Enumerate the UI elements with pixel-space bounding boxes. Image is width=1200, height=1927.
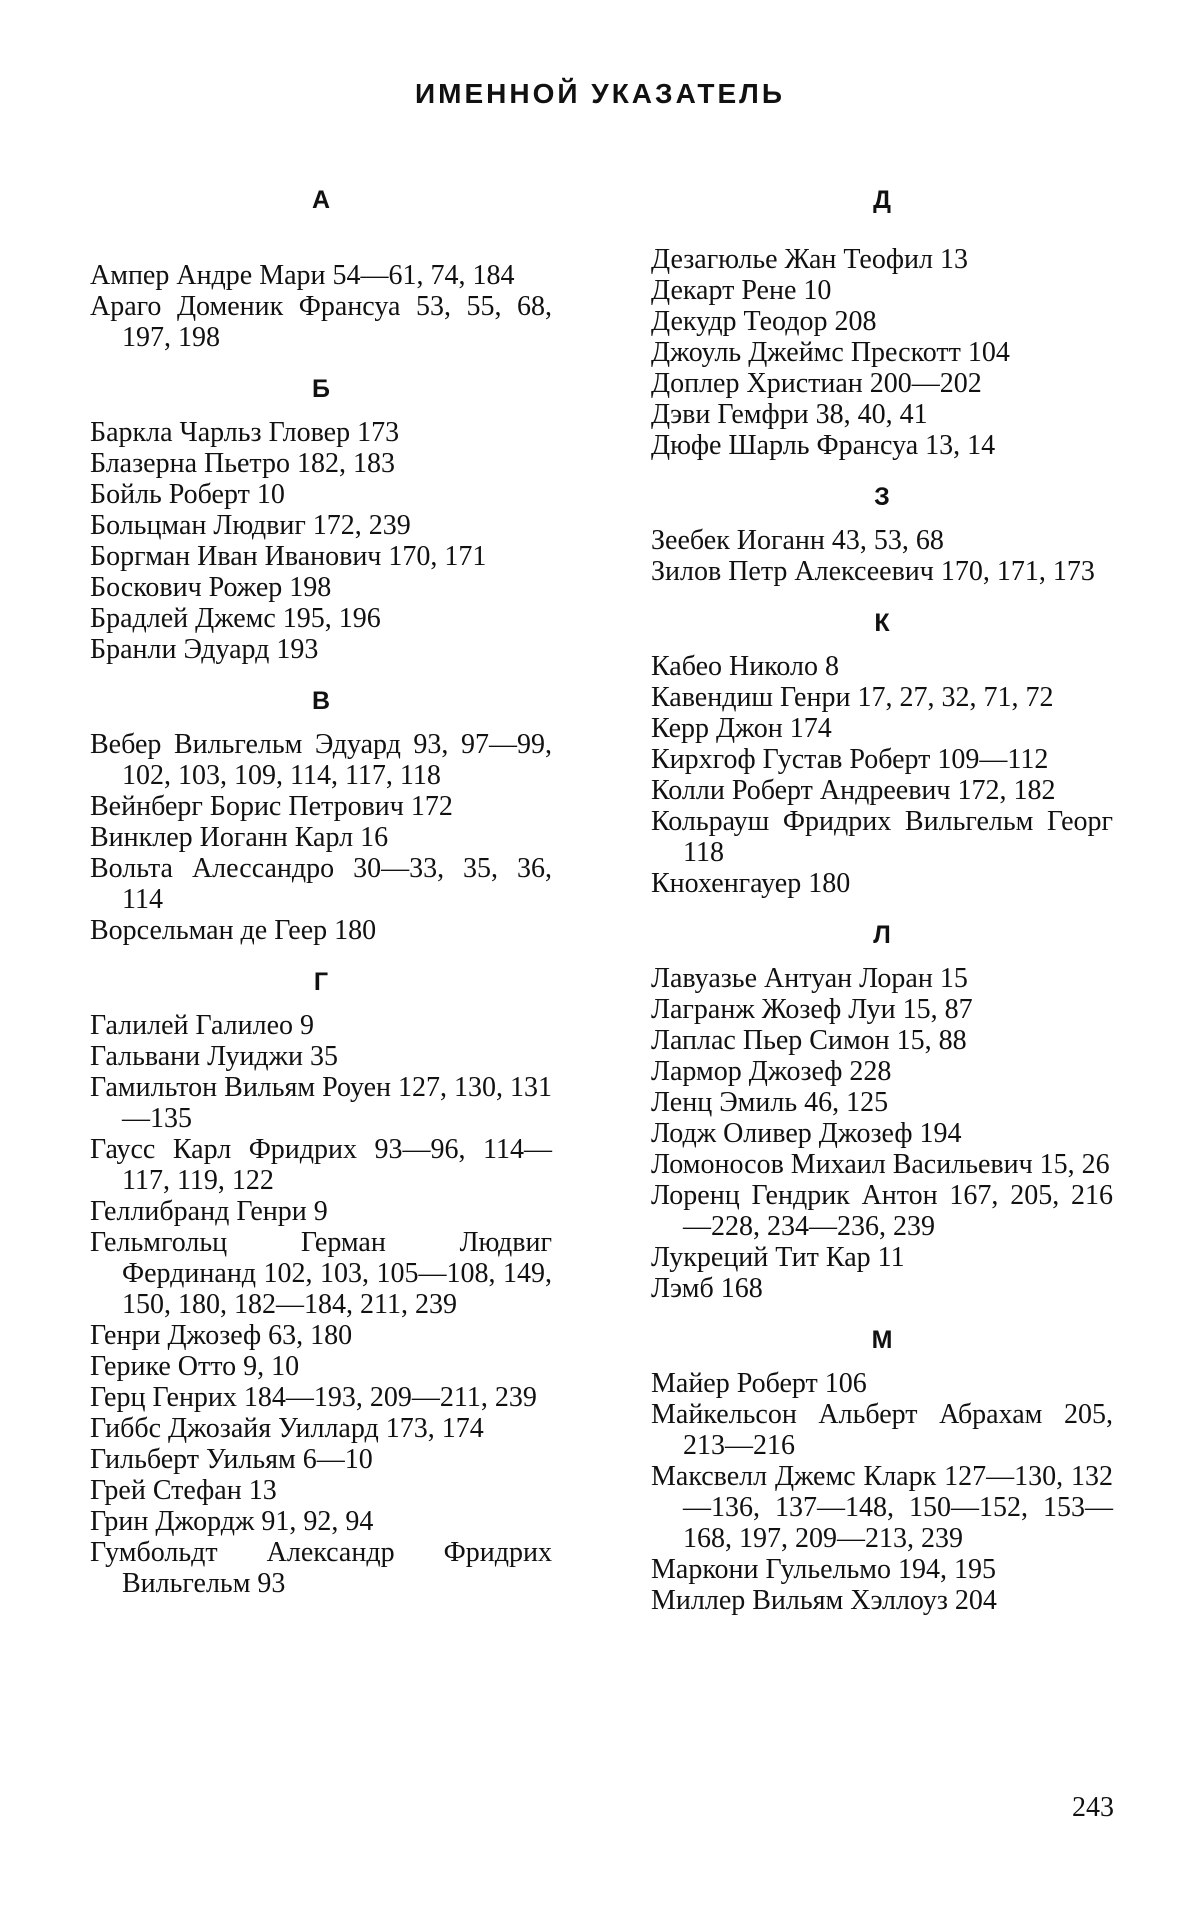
index-entry: Лоренц Гендрик Антон 167, 205, 216—228, 234—236, 239 — [651, 1180, 1113, 1242]
page-title: ИМЕННОЙ УКАЗАТЕЛЬ — [415, 78, 785, 109]
index-entry: Баркла Чарльз Гловер 173 — [90, 417, 400, 448]
index-entry: Зеебек Иоганн 43, 53, 68 — [651, 525, 944, 556]
index-entry: Дэви Гемфри 38, 40, 41 — [651, 399, 928, 430]
index-entry: Больцман Людвиг 172, 239 — [90, 510, 411, 541]
index-section-g — [90, 962, 552, 1599]
index-entry: Лэмб 168 — [651, 1273, 763, 1304]
section-letter: К — [874, 609, 890, 637]
index-entry: Кольрауш Фридрих Вильгельм Георг 118 — [651, 806, 1113, 868]
page-number: 243 — [1072, 1792, 1114, 1823]
index-entry: Боскович Рожер 198 — [90, 572, 332, 603]
index-entry: Ленц Эмиль 46, 125 — [651, 1087, 889, 1118]
index-column-left — [90, 180, 552, 1615]
section-letter: Б — [312, 375, 330, 403]
index-entry: Декудр Теодор 208 — [651, 306, 877, 337]
index-entry: Максвелл Джемс Кларк 127—130, 132—136, 137—148, 150—152, 153—168, 197, 209—213, 239 — [651, 1461, 1113, 1554]
index-entry: Генри Джозеф 63, 180 — [90, 1320, 353, 1351]
index-entry: Ампер Андре Мари 54—61, 74, 184 — [90, 260, 515, 291]
index-entry: Кнохенгауер 180 — [651, 868, 851, 899]
index-section-v — [90, 681, 552, 946]
index-entry: Керр Джон 174 — [651, 713, 832, 744]
index-entry: Ворсельман де Геер 180 — [90, 915, 377, 946]
index-entry: Геллибранд Генри 9 — [90, 1196, 328, 1227]
index-entry: Лармор Джозеф 228 — [651, 1056, 892, 1087]
index-entry: Брадлей Джемс 195, 196 — [90, 603, 381, 634]
index-entry: Джоуль Джеймс Прескотт 104 — [651, 337, 1010, 368]
index-entry: Боргман Иван Иванович 170, 171 — [90, 541, 487, 572]
index-entry: Галилей Галилео 9 — [90, 1010, 315, 1041]
index-entry: Араго Доменик Франсуа 53, 55, 68, 197, 198 — [90, 291, 552, 353]
section-letter: Д — [873, 186, 891, 214]
index-entry: Бойль Роберт 10 — [90, 479, 285, 510]
index-entry: Блазерна Пьетро 182, 183 — [90, 448, 396, 479]
index-entry: Гиббс Джозайя Уиллард 173, 174 — [90, 1413, 484, 1444]
index-entry: Миллер Вильям Хэллоуз 204 — [651, 1585, 997, 1616]
section-letter: А — [311, 186, 331, 214]
index-entry: Дезагюлье Жан Теофил 13 — [651, 244, 968, 275]
index-section-k — [651, 603, 1113, 899]
index-entry: Маркони Гульельмо 194, 195 — [651, 1554, 996, 1585]
index-entry: Кабео Николо 8 — [651, 651, 840, 682]
index-entry: Бранли Эдуард 193 — [90, 634, 319, 665]
index-section-b — [90, 369, 552, 665]
section-letter: Л — [873, 921, 891, 949]
index-entry: Ломоносов Михаил Васильевич 15, 26 — [651, 1149, 1110, 1180]
index-entry: Вейнберг Борис Петрович 172 — [90, 791, 453, 822]
index-entry: Гельмгольц Герман Людвиг Фердинанд 102, 103, 105—108, 149, 150, 180, 182—184, 211, 239 — [90, 1227, 552, 1320]
index-entry: Кавендиш Генри 17, 27, 32, 71, 72 — [651, 682, 1054, 713]
section-letter: Г — [313, 968, 329, 996]
index-entry: Винклер Иоганн Карл 16 — [90, 822, 389, 853]
index-entry: Майер Роберт 106 — [651, 1368, 867, 1399]
section-letter: В — [311, 687, 331, 715]
index-entry: Гумбольдт Александр Фридрих Вильгельм 93 — [90, 1537, 552, 1599]
index-entry: Дюфе Шарль Франсуа 13, 14 — [651, 430, 996, 461]
index-entry: Майкельсон Альберт Абрахам 205, 213—216 — [651, 1399, 1113, 1461]
index-section-l — [651, 915, 1113, 1304]
section-letter: М — [871, 1326, 893, 1354]
index-entry: Лаплас Пьер Симон 15, 88 — [651, 1025, 967, 1056]
index-section-m — [651, 1320, 1113, 1616]
index-entry: Вольта Алессандро 30—33, 35, 36, 114 — [90, 853, 552, 915]
index-entry: Вебер Вильгельм Эдуард 93, 97—99, 102, 103, 109, 114, 117, 118 — [90, 729, 552, 791]
index-entry: Гальвани Луиджи 35 — [90, 1041, 339, 1072]
index-entry: Кирхгоф Густав Роберт 109—112 — [651, 744, 1049, 775]
index-entry: Герц Генрих 184—193, 209—211, 239 — [90, 1382, 537, 1413]
index-entry: Колли Роберт Андреевич 172, 182 — [651, 775, 1056, 806]
index-entry: Гильберт Уильям 6—10 — [90, 1444, 373, 1475]
index-entry: Гамильтон Вильям Роуен 127, 130, 131—135 — [90, 1072, 552, 1134]
index-entry: Гаусс Карл Фридрих 93—96, 114—117, 119, 122 — [90, 1134, 552, 1196]
index-entry: Грин Джордж 91, 92, 94 — [90, 1506, 374, 1537]
index-section-d — [651, 180, 1113, 461]
section-letter: З — [874, 483, 890, 511]
index-entry: Герике Отто 9, 10 — [90, 1351, 300, 1382]
index-entry: Декарт Рене 10 — [651, 275, 832, 306]
index-entry: Доплер Христиан 200—202 — [651, 368, 982, 399]
index-entry: Грей Стефан 13 — [90, 1475, 277, 1506]
index-section-a — [90, 180, 552, 353]
index-entry: Лавуазье Антуан Лоран 15 — [651, 963, 968, 994]
index-entry: Зилов Петр Алексеевич 170, 171, 173 — [651, 556, 1095, 587]
index-column-right — [651, 180, 1113, 1632]
index-section-z — [651, 477, 1113, 587]
index-entry: Лагранж Жозеф Луи 15, 87 — [651, 994, 973, 1025]
index-entry: Лодж Оливер Джозеф 194 — [651, 1118, 962, 1149]
index-entry: Лукреций Тит Кар 11 — [651, 1242, 905, 1273]
